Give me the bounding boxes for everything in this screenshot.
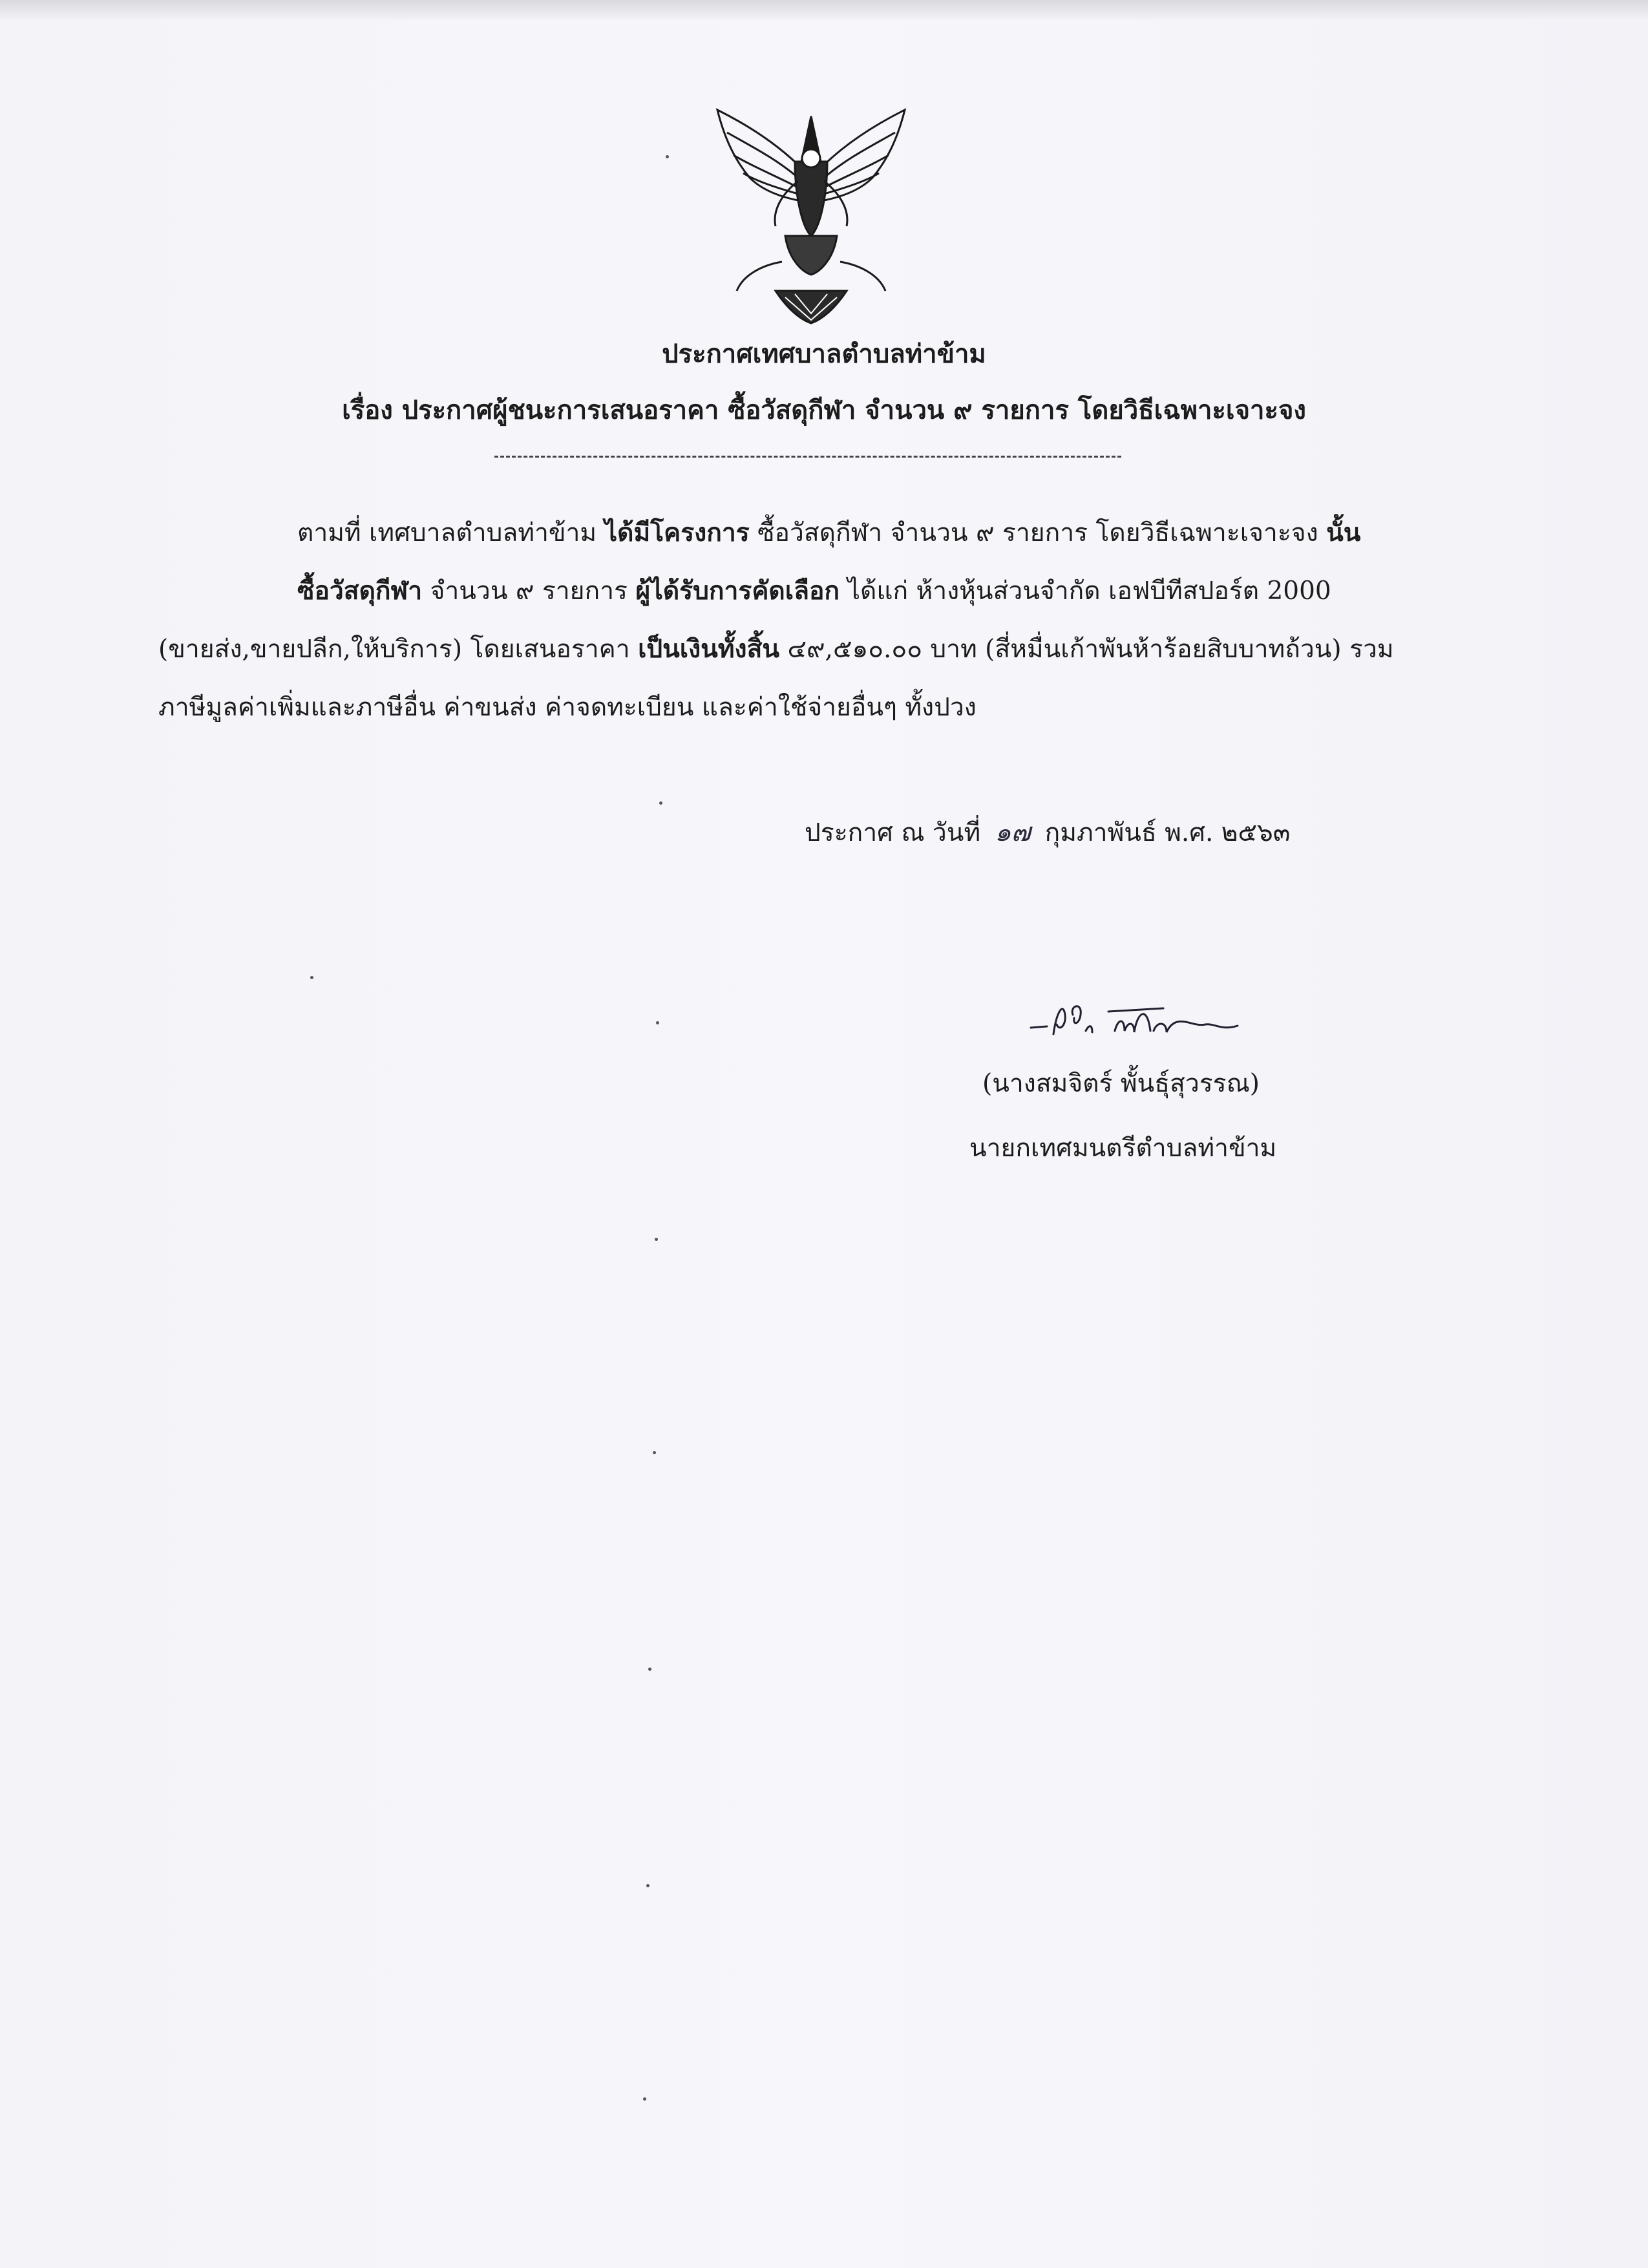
body-text-bold: ผู้ได้รับการคัดเลือก bbox=[635, 576, 840, 606]
garuda-emblem-icon bbox=[704, 97, 918, 330]
signer-title: นายกเทศมนตรีตำบลท่าข้าม bbox=[969, 1134, 1277, 1163]
scan-top-edge bbox=[0, 0, 1648, 19]
body-text: จำนวน ๙ รายการ bbox=[422, 577, 636, 606]
body-text-bold: ซื้อวัสดุกีฬา bbox=[297, 576, 423, 606]
date-day-handwritten: ๑๗ bbox=[995, 818, 1031, 847]
announcement-title: ประกาศเทศบาลตำบลท่าข้าม bbox=[662, 339, 986, 369]
announcement-date bbox=[805, 811, 1290, 853]
body-line-1 bbox=[297, 520, 1360, 546]
scan-speck bbox=[653, 1451, 656, 1454]
scan-speck bbox=[655, 1238, 658, 1241]
scan-speck bbox=[648, 1668, 651, 1671]
separator-line bbox=[494, 456, 1121, 458]
scan-speck bbox=[659, 801, 662, 805]
body-text-bold: นั้น bbox=[1326, 518, 1361, 547]
scan-speck bbox=[643, 2097, 646, 2101]
announcement-subject: เรื่อง ประกาศผู้ชนะการเสนอราคา ซื้อวัสดุกีฬา จำนวน ๙ รายการ โดยวิธีเฉพาะเจาะจง bbox=[342, 395, 1306, 425]
body-line-3 bbox=[158, 634, 1394, 664]
body-text: (ขายส่ง,ขายปลีก,ให้บริการ) โดยเสนอราคา bbox=[158, 635, 639, 664]
signer-name: (นางสมจิตร์ พั้นธุ์สุวรรณ) bbox=[982, 1069, 1260, 1098]
scan-speck bbox=[646, 1884, 650, 1887]
body-text: ได้แก่ ห้างหุ้นส่วนจำกัด เอฟบีทีสปอร์ต 2000 bbox=[840, 577, 1331, 606]
body-text: ซื้อวัสดุกีฬา จำนวน ๙ รายการ โดยวิธีเฉพาะเจาะจง bbox=[749, 518, 1327, 547]
handwritten-signature bbox=[1028, 986, 1247, 1057]
body-line-2 bbox=[297, 578, 1331, 604]
body-text: ๔๙,๕๑๐.๐๐ บาท (สี่หมื่นเก้าพันห้าร้อยสิบบาทถ้วน) รวม bbox=[779, 635, 1394, 664]
scan-speck bbox=[310, 976, 313, 979]
body-text: ตามที่ เทศบาลตำบลท่าข้าม bbox=[297, 518, 605, 547]
body-text-bold: เป็นเงินทั้งสิ้น bbox=[638, 634, 780, 664]
body-line-4: ภาษีมูลค่าเพิ่มและภาษีอื่น ค่าขนส่ง ค่าจดทะเบียน และค่าใช้จ่ายอื่นๆ ทั้งปวง bbox=[158, 693, 977, 722]
scan-speck bbox=[666, 155, 669, 158]
date-prefix: ประกาศ ณ วันที่ bbox=[805, 818, 981, 847]
body-text-bold: ได้มีโครงการ bbox=[604, 518, 750, 547]
scan-speck bbox=[656, 1021, 659, 1024]
date-month-year: กุมภาพันธ์ พ.ศ. ๒๕๖๓ bbox=[1044, 818, 1291, 847]
